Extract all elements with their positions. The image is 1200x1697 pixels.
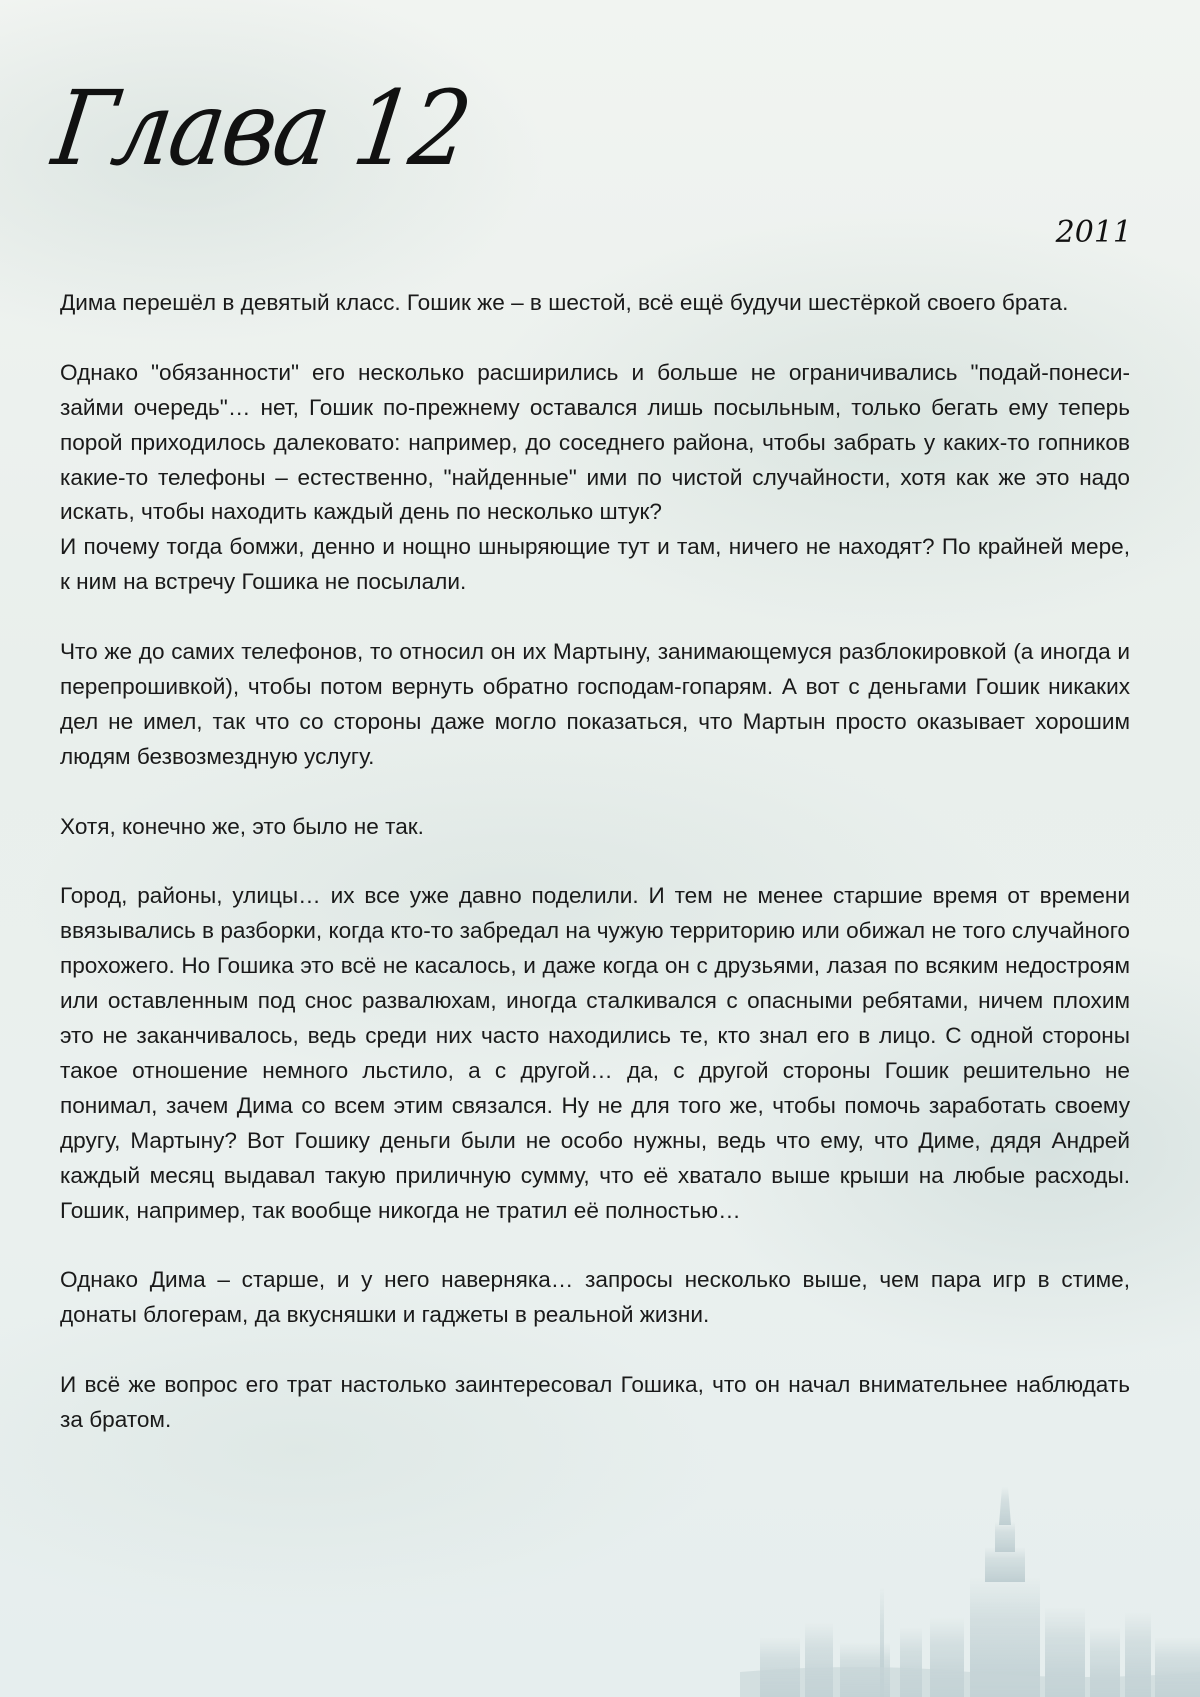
city-skyline-illustration: [740, 1467, 1200, 1697]
chapter-year: 2011: [1055, 215, 1132, 250]
paragraph: Город, районы, улицы… их все уже давно поделили. И тем не менее старшие время от времени ввязывались в разборки, когда кто-то забредал на чужую территорию или обижал не того случайного прохожего. Но Гошика это всё не касалось, и даже когда он с друзьями, лазая по всяким недостроям или оставленным под снос развалюхам, иногда сталкивался с опасными ребятами, ничем плохим это не заканчивалось, ведь среди них часто находились те, кто знал его в лицо. С одной стороны такое отношение немного льстило, а с другой… да, с другой стороны Гошик решительно не понимал, зачем Дима со всем этим связался. Ну не для того же, чтобы помочь заработать своему другу, Мартыну? Вот Гошику деньги были не особо нужны, ведь что ему, что Диме, дядя Андрей каждый месяц выдавал такую приличную сумму, что её хватало выше крыши на любые расходы. Гошик, например, так вообще никогда не тратил её полностью…: [60, 883, 1131, 1223]
paragraph: Хотя, конечно же, это было не так.: [60, 813, 424, 839]
paragraph: Дима перешёл в девятый класс. Гошик же – в шестой, всё ещё будучи шестёркой своего брата.: [60, 290, 1069, 315]
paragraph: И всё же вопрос его трат настолько заинтересовал Гошика, что он начал внимательнее наблюдать за братом.: [60, 1372, 1130, 1432]
chapter-text: [60, 286, 1130, 1473]
paragraph: Однако "обязанности" его несколько расширились и больше не ограничивались "подай-понеси-займи очередь"… нет, Гошик по-прежнему оставался лишь посыльным, только бегать ему теперь порой приходилось далековато: например, до соседнего района, чтобы забрать у каких-то гопников какие-то телефоны – естественно, "найденные" ими по чистой случайности, хотя как же это надо искать, чтобы находить каждый день по несколько штук?: [60, 359, 1130, 525]
paragraph: И почему тогда бомжи, денно и нощно шныряющие тут и там, ничего не находят? По крайней мере, к ним на встречу Гошика не посылали.: [60, 534, 1130, 595]
paragraph: Что же до самих телефонов, то относил он их Мартыну, занимающемуся разблокировкой (а иногда и перепрошивкой), чтобы потом вернуть обратно господам-гопарям. А вот с деньгами Гошик никаких дел не имел, так что со стороны даже могло показаться, что Мартын просто оказывает хорошим людям безвозмездную услугу.: [60, 639, 1130, 769]
chapter-title: Глава 12: [46, 69, 477, 189]
paragraph: Однако Дима – старше, и у него наверняка… запросы несколько выше, чем пара игр в стиме, донаты блогерам, да вкусняшки и гаджеты в реальной жизни.: [60, 1267, 1130, 1328]
